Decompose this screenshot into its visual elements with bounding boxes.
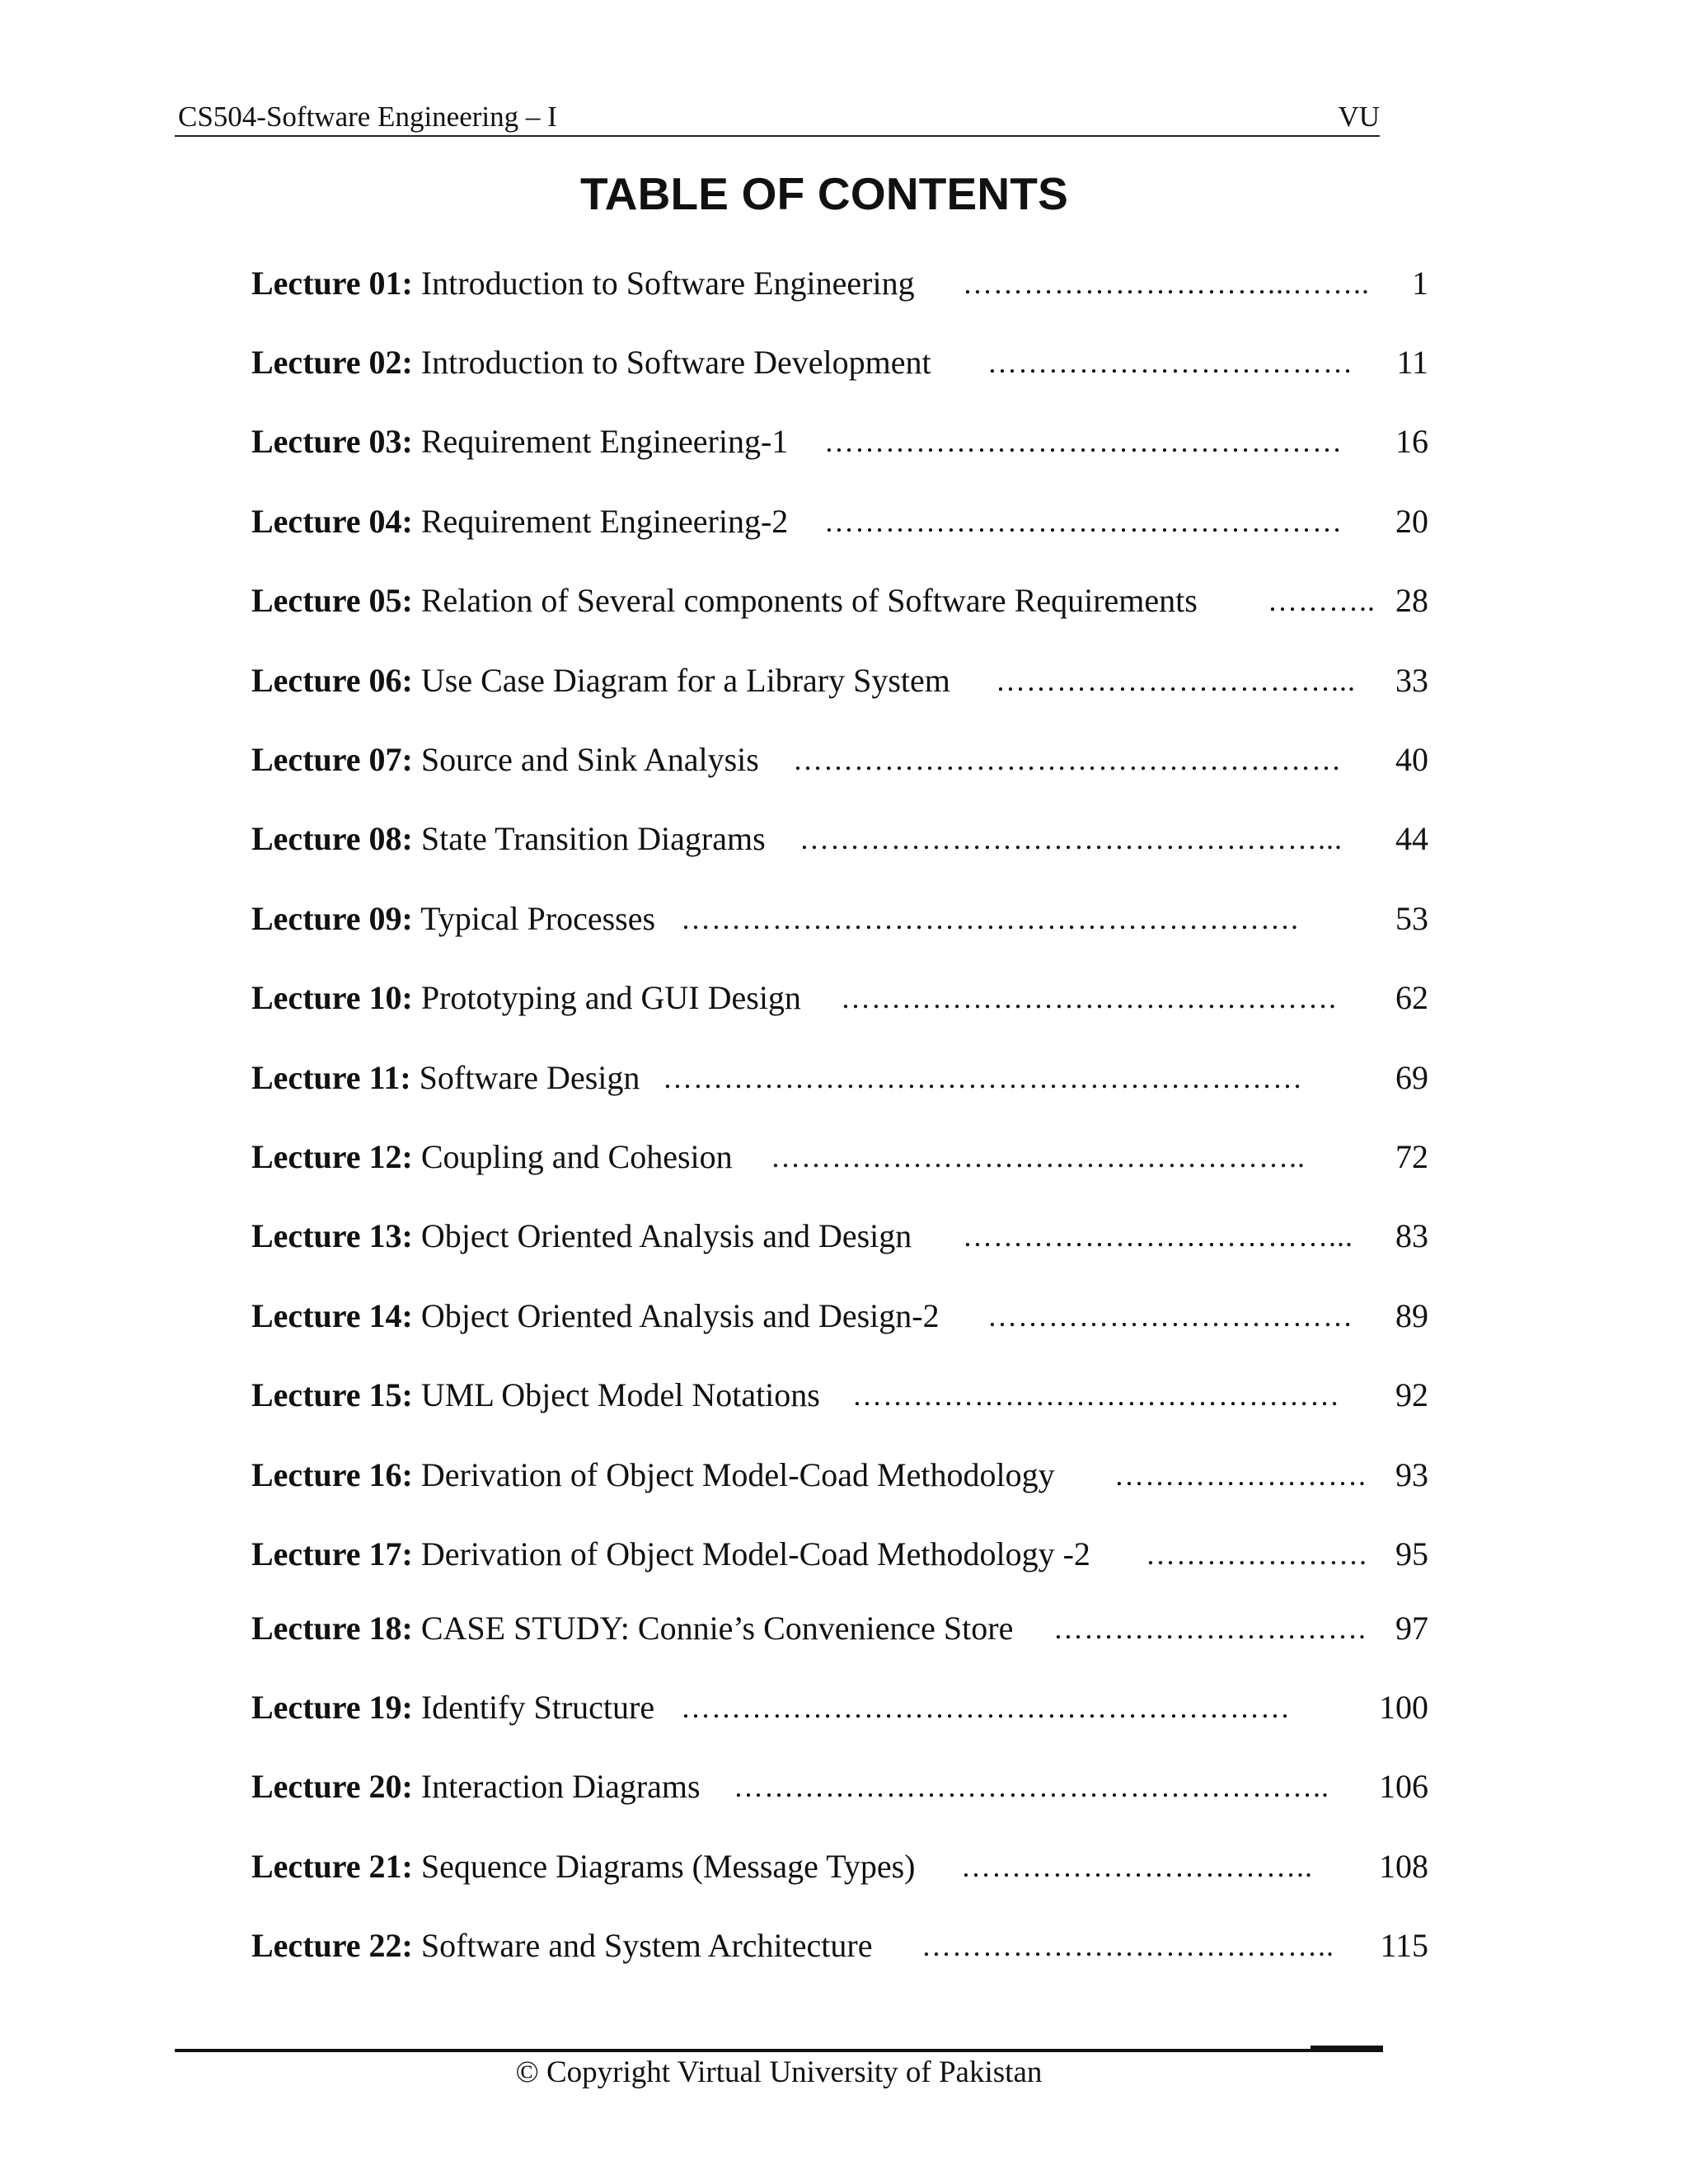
page-number: 44 (1395, 820, 1428, 857)
lecture-title: Coupling and Cohesion (420, 1138, 733, 1175)
dot-leader: ………………………………………… (852, 1379, 1340, 1412)
dot-leader: ……………………………………………………… (663, 1062, 1303, 1094)
page-number: 100 (1379, 1689, 1428, 1726)
dot-leader: …………………………………………….. (771, 1141, 1306, 1174)
toc-entry[interactable] (251, 1136, 1428, 1179)
footer-rule (175, 2049, 1383, 2052)
lecture-number: Lecture 04: (251, 503, 413, 540)
institution-code: VU (1338, 101, 1380, 133)
lecture-number: Lecture 10: (251, 979, 413, 1016)
lecture-title: Software and System Architecture (420, 1927, 873, 1964)
lecture-number: Lecture 11: (251, 1059, 411, 1096)
lecture-number: Lecture 21: (251, 1848, 413, 1885)
lecture-number: Lecture 12: (251, 1138, 413, 1175)
toc-entry[interactable] (251, 659, 1428, 702)
lecture-title: Sequence Diagrams (Message Types) (420, 1848, 916, 1885)
toc-entry[interactable] (251, 977, 1428, 1019)
dot-leader: …………………………………………………… (681, 1691, 1291, 1724)
lecture-title: Typical Processes (420, 900, 656, 937)
lecture-number: Lecture 18: (251, 1610, 413, 1647)
page-number: 97 (1395, 1610, 1428, 1647)
page-number: 95 (1395, 1535, 1428, 1572)
page-number: 69 (1395, 1059, 1428, 1096)
dot-leader: …………………………………………… (824, 505, 1343, 538)
lecture-number: Lecture 17: (251, 1535, 413, 1572)
lecture-title: Requirement Engineering-2 (420, 503, 789, 540)
lecture-title: Identify Structure (420, 1689, 655, 1726)
lecture-title: Use Case Diagram for a Library System (420, 662, 950, 699)
lecture-number: Lecture 20: (251, 1768, 413, 1805)
lecture-title: Requirement Engineering-1 (420, 423, 789, 460)
dot-leader: ……………………………… (987, 1300, 1353, 1333)
lecture-number: Lecture 19: (251, 1689, 413, 1726)
toc-entry[interactable] (251, 1215, 1428, 1258)
toc-entry[interactable] (251, 738, 1428, 781)
dot-leader: …………………………...…….. (963, 267, 1370, 300)
dot-leader: ……………………………… (987, 346, 1353, 379)
dot-leader: ……………………………………………… (793, 743, 1342, 776)
toc-entry[interactable] (251, 1765, 1428, 1808)
page-number: 11 (1396, 344, 1428, 381)
toc-entry[interactable] (251, 341, 1428, 384)
lecture-number: Lecture 15: (251, 1376, 413, 1413)
lecture-title: Object Oriented Analysis and Design (420, 1217, 912, 1254)
toc-entry[interactable] (251, 1295, 1428, 1338)
page-number: 20 (1395, 503, 1428, 540)
lecture-title: Derivation of Object Model-Coad Methodology -2 (420, 1535, 1090, 1572)
footer-rule-accent (1311, 2046, 1383, 2049)
toc-entry[interactable] (251, 420, 1428, 463)
toc-entry[interactable] (251, 262, 1428, 305)
dot-leader: …………………………………………. (841, 982, 1337, 1015)
lecture-number: Lecture 01: (251, 265, 413, 302)
toc-entry[interactable] (251, 1686, 1428, 1729)
table-of-contents-title: TABLE OF CONTENTS (579, 168, 1069, 219)
dot-leader: ……………………………... (996, 664, 1356, 697)
lecture-number: Lecture 14: (251, 1297, 413, 1334)
dot-leader: …………………………………………… (824, 425, 1343, 458)
page-number: 115 (1380, 1927, 1428, 1964)
lecture-title: CASE STUDY: Connie’s Convenience Store (420, 1610, 1014, 1647)
dot-leader: ………………………………... (963, 1220, 1353, 1253)
page-number: 62 (1395, 979, 1428, 1016)
toc-entry[interactable] (251, 1607, 1428, 1650)
page-number: 92 (1395, 1376, 1428, 1413)
lecture-title: Source and Sink Analysis (420, 741, 759, 778)
course-title: CS504-Software Engineering – I (178, 101, 557, 133)
toc-entry[interactable] (251, 898, 1428, 940)
lecture-title: Introduction to Software Development (420, 344, 931, 381)
page-number: 89 (1395, 1297, 1428, 1334)
lecture-number: Lecture 16: (251, 1456, 413, 1493)
lecture-number: Lecture 06: (251, 662, 413, 699)
lecture-number: Lecture 07: (251, 741, 413, 778)
lecture-title: State Transition Diagrams (420, 820, 766, 857)
toc-entry[interactable] (251, 500, 1428, 543)
dot-leader: ……………………. (1114, 1459, 1367, 1492)
dot-leader: ………………………………….. (921, 1929, 1334, 1962)
lecture-number: Lecture 22: (251, 1927, 413, 1964)
toc-entry[interactable] (251, 1533, 1428, 1576)
dot-leader: ……….. (1268, 584, 1376, 617)
toc-entry[interactable] (251, 1057, 1428, 1099)
toc-entry[interactable] (251, 818, 1428, 860)
page-number: 72 (1395, 1138, 1428, 1175)
toc-entry[interactable] (251, 579, 1428, 622)
page-number: 106 (1379, 1768, 1428, 1805)
page-number: 16 (1395, 423, 1428, 460)
dot-leader: …………………………. (1053, 1612, 1367, 1645)
page-number: 33 (1395, 662, 1428, 699)
lecture-number: Lecture 09: (251, 900, 413, 937)
lecture-title: Interaction Diagrams (420, 1768, 701, 1805)
lecture-number: Lecture 02: (251, 344, 413, 381)
dot-leader: ……………………………………………………. (681, 902, 1299, 935)
page-number: 93 (1395, 1456, 1428, 1493)
page-number: 28 (1395, 582, 1428, 619)
toc-entry[interactable] (251, 1924, 1428, 1967)
page-number: 53 (1395, 900, 1428, 937)
page-number: 83 (1395, 1217, 1428, 1254)
lecture-number: Lecture 03: (251, 423, 413, 460)
lecture-number: Lecture 08: (251, 820, 413, 857)
dot-leader: ……………………………………………... (799, 823, 1343, 855)
page-number: 1 (1412, 265, 1428, 302)
lecture-title: Prototyping and GUI Design (420, 979, 801, 1016)
lecture-number: Lecture 13: (251, 1217, 413, 1254)
toc-entry[interactable] (251, 1845, 1428, 1888)
page-number: 40 (1395, 741, 1428, 778)
toc-entry[interactable] (251, 1374, 1428, 1417)
lecture-title: Object Oriented Analysis and Design-2 (420, 1297, 940, 1334)
lecture-title: Introduction to Software Engineering (420, 265, 915, 302)
lecture-title: UML Object Model Notations (420, 1376, 820, 1413)
dot-leader: …………………. (1146, 1538, 1367, 1571)
lecture-title: Relation of Several components of Software Requirements (420, 582, 1198, 619)
dot-leader: ………………………………………………….. (734, 1770, 1329, 1803)
copyright-footer: © Copyright Virtual University of Pakistan (515, 2055, 1043, 2089)
lecture-number: Lecture 05: (251, 582, 413, 619)
toc-entry[interactable] (251, 1454, 1428, 1497)
lecture-title: Derivation of Object Model-Coad Methodology (420, 1456, 1055, 1493)
page-number: 108 (1379, 1848, 1428, 1885)
lecture-title: Software Design (419, 1059, 640, 1096)
dot-leader: …………………………….. (961, 1850, 1313, 1883)
